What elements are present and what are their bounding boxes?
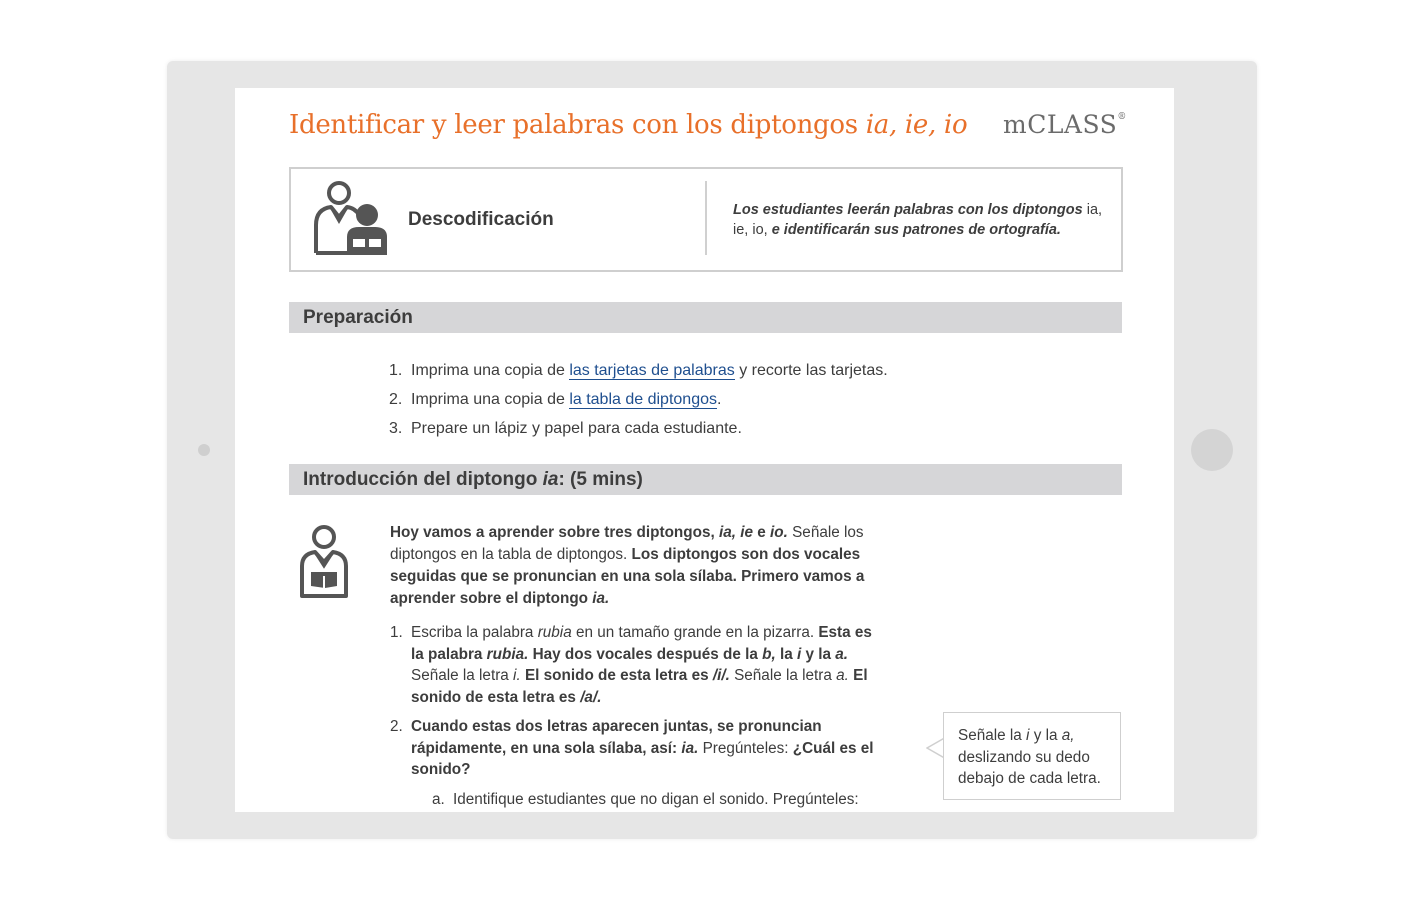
step2-bold-1: Cuando estas dos letras aparecen juntas, se pronuncian rápidamente, en una sola sílaba, así:	[411, 718, 822, 757]
objective-diphthongs: ie, io,	[733, 222, 768, 238]
lesson-info-box	[289, 167, 1123, 272]
instruction-steps	[390, 622, 890, 810]
list-item	[389, 387, 888, 416]
step1-italic-2: i.	[513, 667, 521, 684]
substep-letter: a.	[432, 790, 445, 808]
step1-italic-1: rubia	[537, 624, 572, 641]
item-text: Imprima una copia de	[411, 362, 570, 379]
intro-bold-italic-2: io.	[770, 524, 788, 541]
step1-text-4: Señale la letra	[729, 667, 837, 684]
preparation-heading: Preparación	[303, 307, 413, 328]
step1-bold-italic-3: i	[797, 645, 802, 663]
step1-bold-italic-6: /a/.	[580, 688, 602, 706]
section-heading-preparation	[289, 302, 1122, 333]
intro-plain-1: Señale los diptongos en la tabla de diptongos.	[390, 524, 864, 563]
item-number: 1.	[389, 362, 403, 379]
word-cards-link[interactable]: las tarjetas de palabras	[569, 362, 735, 379]
intro-heading-italic: ia	[542, 469, 559, 490]
step1-bold-2: Hay dos vocales después de la	[528, 645, 763, 663]
callout-text-3: deslizando su dedo debajo de cada letra.	[958, 748, 1101, 787]
title-main: Identificar y leer palabras con los diptongos	[289, 110, 866, 140]
intro-heading-post: : (5 mins)	[558, 469, 643, 490]
step-1	[390, 622, 881, 708]
callout-italic-1: i	[1026, 727, 1030, 744]
teacher-with-book-icon	[299, 524, 351, 598]
item-text-after: .	[716, 391, 722, 408]
step1-italic-3: a.	[836, 667, 849, 684]
section-heading-introduction	[289, 464, 1122, 495]
intro-bold-1: Hoy vamos a aprender sobre tres diptongos,	[390, 524, 719, 541]
step1-bold-italic-1: rubia.	[486, 645, 529, 663]
intro-bold-2: e	[752, 524, 770, 541]
step1-bold-6: El sonido de esta letra es	[411, 667, 868, 706]
step1-text-3: Señale la letra	[411, 667, 514, 684]
brand-logo	[1003, 110, 1127, 139]
teacher-tip-callout	[943, 712, 1121, 800]
step1-bold-5: El sonido de esta letra es	[520, 667, 713, 684]
preparation-list	[389, 358, 888, 445]
item-text: Imprima una copia de	[411, 391, 570, 408]
item-number: 2.	[389, 391, 403, 408]
home-button[interactable]	[1191, 429, 1233, 471]
substep-a	[390, 789, 890, 811]
step1-bold-1: Esta es la palabra	[411, 624, 872, 663]
list-item	[389, 358, 888, 387]
callout-italic-2: a,	[1061, 727, 1075, 744]
step1-bold-italic-5: /i/.	[712, 667, 730, 684]
lesson-objective	[733, 200, 1103, 240]
info-divider	[705, 181, 707, 255]
objective-text: Los estudiantes leerán palabras con los diptongos	[733, 202, 1087, 218]
item-text-after: y recorte las tarjetas.	[734, 362, 888, 379]
step1-bold-4: y la	[801, 645, 836, 663]
camera-dot	[198, 444, 210, 456]
objective-diphthong: ia,	[1086, 202, 1103, 218]
step2-bold-italic-1: ia.	[681, 739, 699, 757]
substep-text: Identifique estudiantes que no digan el sonido. Pregúnteles:	[453, 790, 859, 808]
step1-text-2: en un tamaño grande en la pizarra.	[571, 624, 819, 641]
step1-text-1: Escriba la palabra	[411, 624, 538, 641]
step2-bold-2: ¿Cuál es el sonido?	[411, 739, 874, 778]
document-screen	[235, 88, 1174, 812]
teacher-student-icon	[311, 181, 389, 255]
intro-heading-pre: Introducción del diptongo	[303, 469, 543, 490]
lesson-category: Descodificación	[408, 209, 554, 230]
title-italic: ia, ie, io	[865, 110, 968, 140]
diphthong-chart-link[interactable]: la tabla de diptongos	[569, 391, 717, 408]
page-title	[289, 110, 967, 140]
intro-paragraph	[390, 522, 880, 610]
intro-bold-italic-3: ia.	[592, 590, 610, 607]
item-number: 3.	[389, 420, 403, 437]
callout-text-1: Señale la	[958, 727, 1027, 744]
step2-text-1: Pregúnteles:	[698, 739, 793, 757]
step1-bold-3: la	[775, 645, 798, 663]
step1-bold-italic-2: b,	[762, 645, 776, 663]
intro-bold-italic-1: ia, ie	[718, 524, 753, 541]
step-2	[390, 716, 891, 781]
objective-text-end: e identificarán sus patrones de ortografía.	[767, 222, 1061, 238]
intro-bold-3: Los diptongos son dos vocales seguidas que se pronuncian en una sola sílaba. Primero vamos a aprender sobre el diptongo	[390, 546, 865, 607]
item-text: Prepare un lápiz y papel para cada estudiante.	[411, 420, 742, 437]
list-item	[389, 416, 888, 445]
brand-name: mCLASS	[1003, 110, 1118, 139]
step-number: 2.	[390, 718, 403, 735]
brand-registered-mark: ®	[1117, 112, 1127, 122]
step1-bold-italic-4: a.	[835, 645, 849, 663]
step-number: 1.	[390, 624, 403, 641]
callout-text-2: y la	[1029, 727, 1062, 744]
